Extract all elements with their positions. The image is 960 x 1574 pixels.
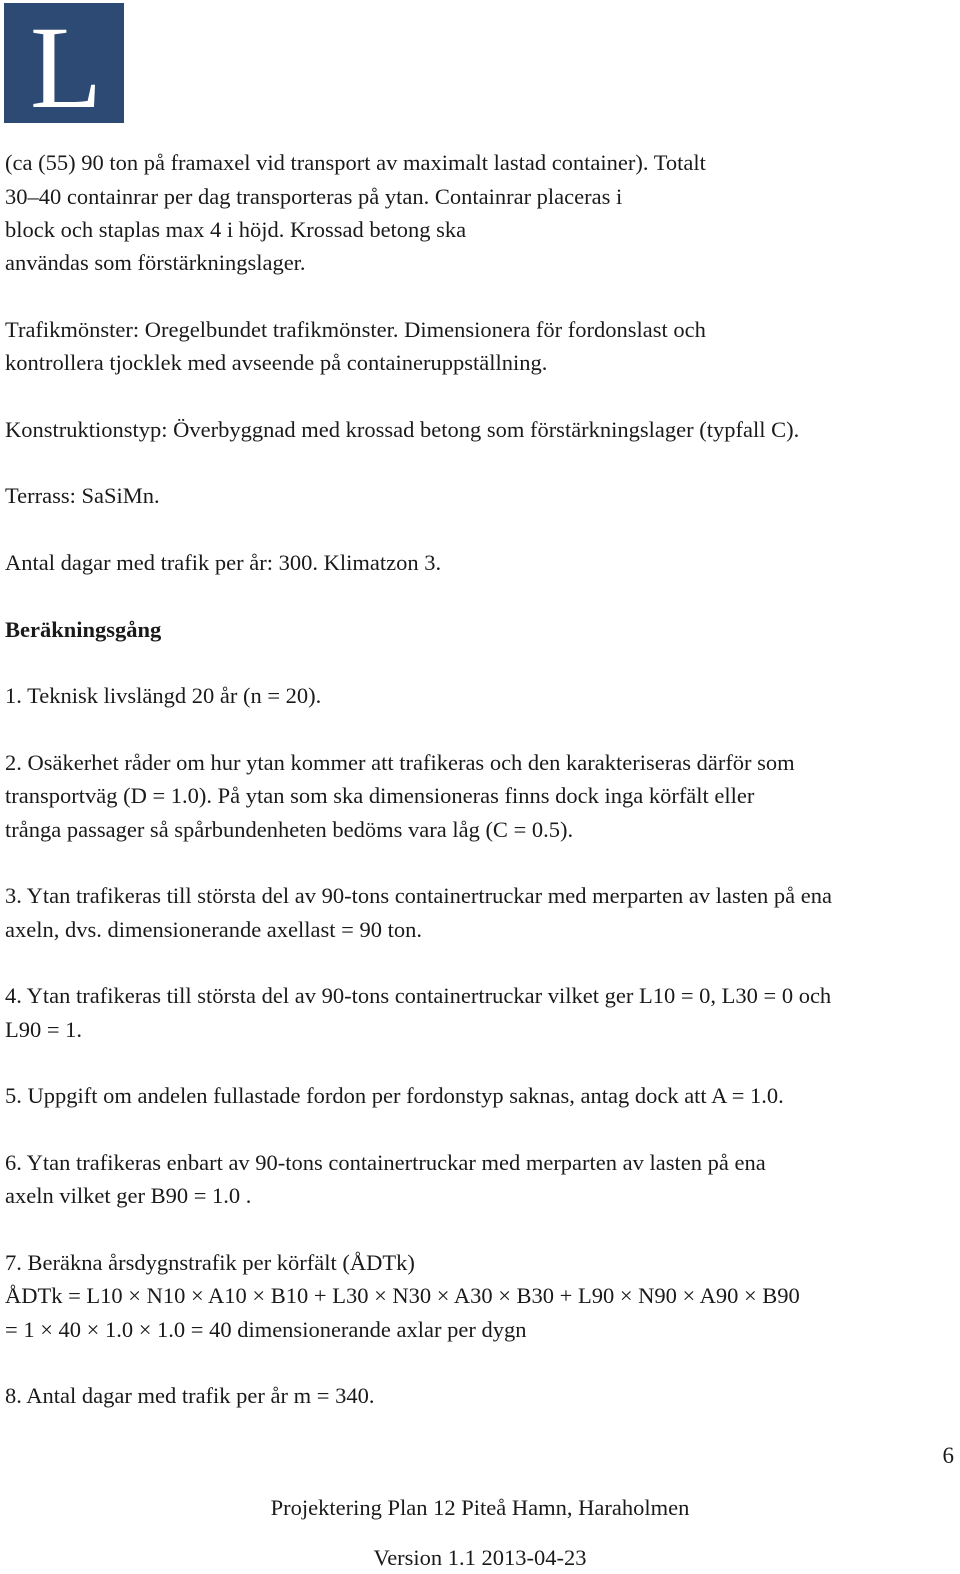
step-2-line: transportväg (D = 1.0). På ytan som ska dimensioneras finns dock inga körfält eller xyxy=(5,783,755,808)
step-2-line: 2. Osäkerhet råder om hur ytan kommer att trafikeras och den karakteriseras därför som xyxy=(5,750,795,775)
step-3-line: 3. Ytan trafikeras till största del av 90-tons containertruckar med merparten av lasten på ena xyxy=(5,883,832,908)
text-line: block och staplas max 4 i höjd. Krossad betong ska xyxy=(5,217,467,242)
step-1: 1. Teknisk livslängd 20 år (n = 20). xyxy=(5,683,322,708)
page-number: 6 xyxy=(942,1443,954,1468)
text-line: användas som förstärkningslager. xyxy=(5,250,306,275)
step-7-line: 7. Beräkna årsdygnstrafik per körfält (ÅDTk) xyxy=(5,1250,415,1275)
footer-title: Projektering Plan 12 Piteå Hamn, Haraholmen xyxy=(270,1495,690,1520)
step-5: 5. Uppgift om andelen fullastade fordon per fordonstyp saknas, antag dock att A = 1.0. xyxy=(5,1083,784,1108)
text-line: (ca (55) 90 ton på framaxel vid transport av maximalt lastad container). Totalt xyxy=(5,150,706,175)
text-line: Trafikmönster: Oregelbundet trafikmönster. Dimensionera för fordonslast och xyxy=(5,317,706,342)
step-2-line: trånga passager så spårbundenheten bedöms vara låg (C = 0.5). xyxy=(5,817,574,842)
step-8: 8. Antal dagar med trafik per år m = 340. xyxy=(5,1383,375,1408)
step-6-line: axeln vilket ger B90 = 1.0 . xyxy=(5,1183,252,1208)
step-4-line: 4. Ytan trafikeras till största del av 90-tons containertruckar vilket ger L10 = 0, L30 = 0 och xyxy=(5,983,832,1008)
text-line: Konstruktionstyp: Överbyggnad med krossad betong som förstärkningslager (typfall C). xyxy=(5,417,800,442)
text-line: kontrollera tjocklek med avseende på containeruppställning. xyxy=(5,350,548,375)
step-6-line: 6. Ytan trafikeras enbart av 90-tons containertruckar med merparten av lasten på ena xyxy=(5,1150,766,1175)
step-3-line: axeln, dvs. dimensionerande axellast = 90 ton. xyxy=(5,917,422,942)
text-line: Terrass: SaSiMn. xyxy=(5,483,160,508)
logo-letter: L xyxy=(29,3,103,123)
formula-line: ÅDTk = L10 × N10 × A10 × B10 + L30 × N30 × A30 × B30 + L90 × N90 × A90 × B90 xyxy=(5,1283,800,1308)
company-logo xyxy=(4,3,124,123)
section-heading: Beräkningsgång xyxy=(5,617,162,642)
formula-line: = 1 × 40 × 1.0 × 1.0 = 40 dimensionerande axlar per dygn xyxy=(5,1317,527,1342)
footer-version: Version 1.1 2013-04-23 xyxy=(373,1545,587,1570)
step-4-line: L90 = 1. xyxy=(5,1017,83,1042)
text-line: Antal dagar med trafik per år: 300. Klimatzon 3. xyxy=(5,550,442,575)
text-line: 30–40 containrar per dag transporteras på ytan. Containrar placeras i xyxy=(5,184,623,209)
